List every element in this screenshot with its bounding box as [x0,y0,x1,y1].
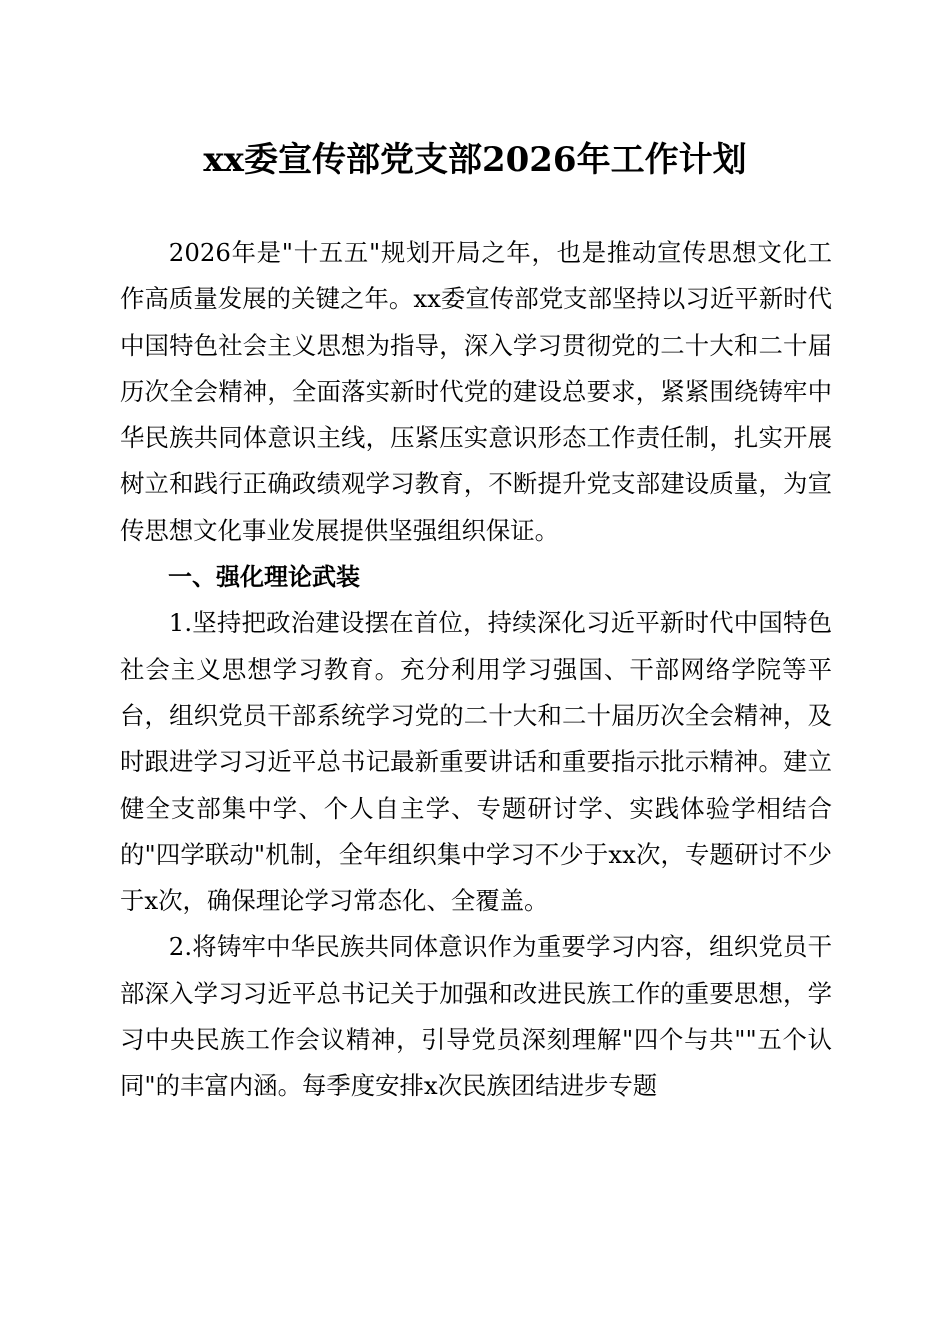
section-heading: 一、强化理论武装 [168,563,360,592]
intro-paragraph: 2026年是"十五五"规划开局之年，也是推动宣传思想文化工作高质量发展的关键之年。xx委宣传部党支部坚持以习近平新时代中国特色社会主义思想为指导，深入学习贯彻党的二十大和二十届历次全会精神，全面落实新时代党的建设总要求，紧紧围绕铸牢中华民族共同体意识主线，压紧压实意识形态工作责任制，扎实开展树立和践行正确政绩观学习教育，不断提升党支部建设质量，为宣传思想文化事业发展提供坚强组织保证。 [120,238,832,545]
item-paragraph-2: 2.将铸牢中华民族共同体意识作为重要学习内容，组织党员干部深入学习习近平总书记关于加强和改进民族工作的重要思想，学习中央民族工作会议精神，引导党员深刻理解"四个与共""五个认同"的丰富内涵。每季度安排x次民族团结进步专题 [120,932,832,1101]
document-title: xx委宣传部党支部2026年工作计划 [203,140,747,180]
document-body [120,230,832,1110]
item-paragraph-1: 1.坚持把政治建设摆在首位，持续深化习近平新时代中国特色社会主义思想学习教育。充分利用学习强国、干部网络学院等平台，组织党员干部系统学习党的二十大和二十届历次全会精神，及时跟进学习习近平总书记最新重要讲话和重要指示批示精神。建立健全支部集中学、个人自主学、专题研讨学、实践体验学相结合的"四学联动"机制，全年组织集中学习不少于xx次，专题研讨不少于x次，确保理论学习常态化、全覆盖。 [120,608,832,916]
